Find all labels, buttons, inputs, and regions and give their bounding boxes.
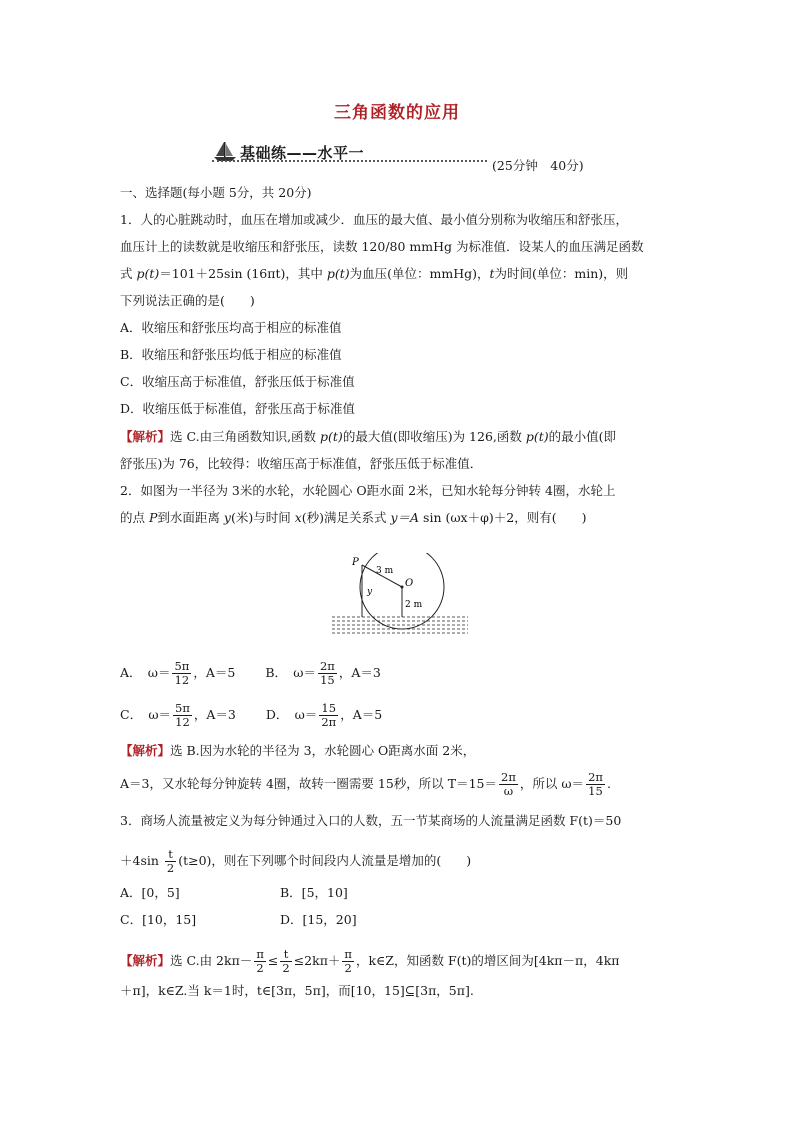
q2-line2: 的点 P到水面距离 y(米)与时间 x(秒)满足关系式 y＝A sin (ωx＋φ)＋2，则有( ) [120,510,587,525]
q2-options-row2 [120,702,382,729]
q2-option-b: B． ω＝ $\frac{2\pi}{15}$ ，A＝3 [265,659,381,687]
q2-option-a: A． ω＝ $\frac{5\pi}{12}$ ，A＝5 [120,659,236,687]
solution-tag: 【解析】 [120,429,171,444]
q2-option-d: D． ω＝ $\frac{15}{2\pi}$ ，A＝5 [265,701,383,729]
q2-option-c: C． ω＝ $\frac{5\pi}{12}$ ，A＝3 [120,701,236,729]
label-radius: 3 m [376,566,394,576]
q1-solution-line2: 舒张压)为 76，比较得：收缩压高于标准值，舒张压低于标准值． [120,456,483,471]
q1-option-b: B．收缩压和舒张压均低于相应的标准值 [120,347,342,362]
q3-line2: ＋4sin $\frac{t}{2}$ (t≥0)，则在下列哪个时间段内人流量是增加的( ) [120,847,472,875]
q1-line4: 下列说法正确的是( ) [120,293,255,308]
solution-tag: 【解析】 [120,953,171,968]
section-divider [212,160,487,162]
q1-option-d: D．收缩压低于标准值，舒张压高于标准值 [120,401,356,416]
q2-solution-line1: 【解析】选 B.因为水轮的半径为 3，水轮圆心 O距离水面 2米， [120,743,476,758]
center-dot [401,586,404,589]
q3-options-row1 [120,886,348,900]
section-time: (25分钟 40分) [492,158,584,173]
q3-solution-line1: 【解析】选 C.由 2kπ－ $\frac{\pi}{2}$ ≤ $\frac{t}{2}$ ≤2kπ＋ $\frac{\pi}{2}$ ，k∈Z，知函数 F(t)的增区间为[4kπ－π，4kπ [120,947,620,975]
q3-option-d: D．[15，20] [280,912,357,927]
solution-tag: 【解析】 [120,743,171,758]
label-p: P [352,557,359,568]
q1-solution-line1: 【解析】选 C.由三角函数知识,函数 p(t)的最大值(即收缩压)为 126,函数 p(t)的最小值(即 [120,429,617,444]
q1-line2: 血压计上的读数就是收缩压和舒张压，读数 120/80 mmHg 为标准值．设某人的血压满足函数 [120,239,644,254]
q1-option-a: A．收缩压和舒张压均高于相应的标准值 [120,320,342,335]
part-heading: 一、选择题(每小题 5分，共 20分) [120,185,312,200]
q2-solution-line2: A＝3，又水轮每分钟旋转 4圈，故转一圈需要 15秒，所以 T＝15＝ $\frac{2\pi}{\omega}$ ，所以 ω＝ $\frac{2\pi}{15}$ . [120,770,611,798]
q2-options-row1 [120,660,381,687]
q1-line3: 式 p(t)＝101＋25sin (16πt)，其中 p(t)为血压(单位：mmHg)，t为时间(单位：min)，则 [120,266,629,281]
q2-line1: 2．如图为一半径为 3米的水轮，水轮圆心 O距水面 2米，已知水轮每分钟转 4圈，水轮上 [120,483,616,498]
label-o: O [405,578,414,589]
section-label: 基础练——水平一 [240,144,365,162]
label-height: 2 m [405,600,423,610]
waterwheel-figure [330,553,470,645]
q1-option-c: C．收缩压高于标准值，舒张压低于标准值 [120,374,355,389]
q3-option-b: B．[5，10] [280,885,348,900]
q3-options-row2 [120,913,357,927]
q3-option-a: A．[0，5] [120,885,180,900]
q1-line1: 1．人的心脏跳动时，血压在增加或减少．血压的最大值、最小值分别称为收缩压和舒张压， [120,212,628,227]
water-surface [332,617,468,633]
section-header [212,140,622,172]
page-title: 三角函数的应用 [334,103,460,123]
q3-option-c: C．[10，15] [120,912,197,927]
label-y: y [367,587,373,597]
q3-line1: 3．商场人流量被定义为每分钟通过入口的人数，五一节某商场的人流量满足函数 F(t)＝50 [120,813,622,828]
q3-solution-line2: ＋π]，k∈Z.当 k＝1时，t∈[3π，5π]，而[10，15]⊆[3π，5π]. [120,983,474,998]
